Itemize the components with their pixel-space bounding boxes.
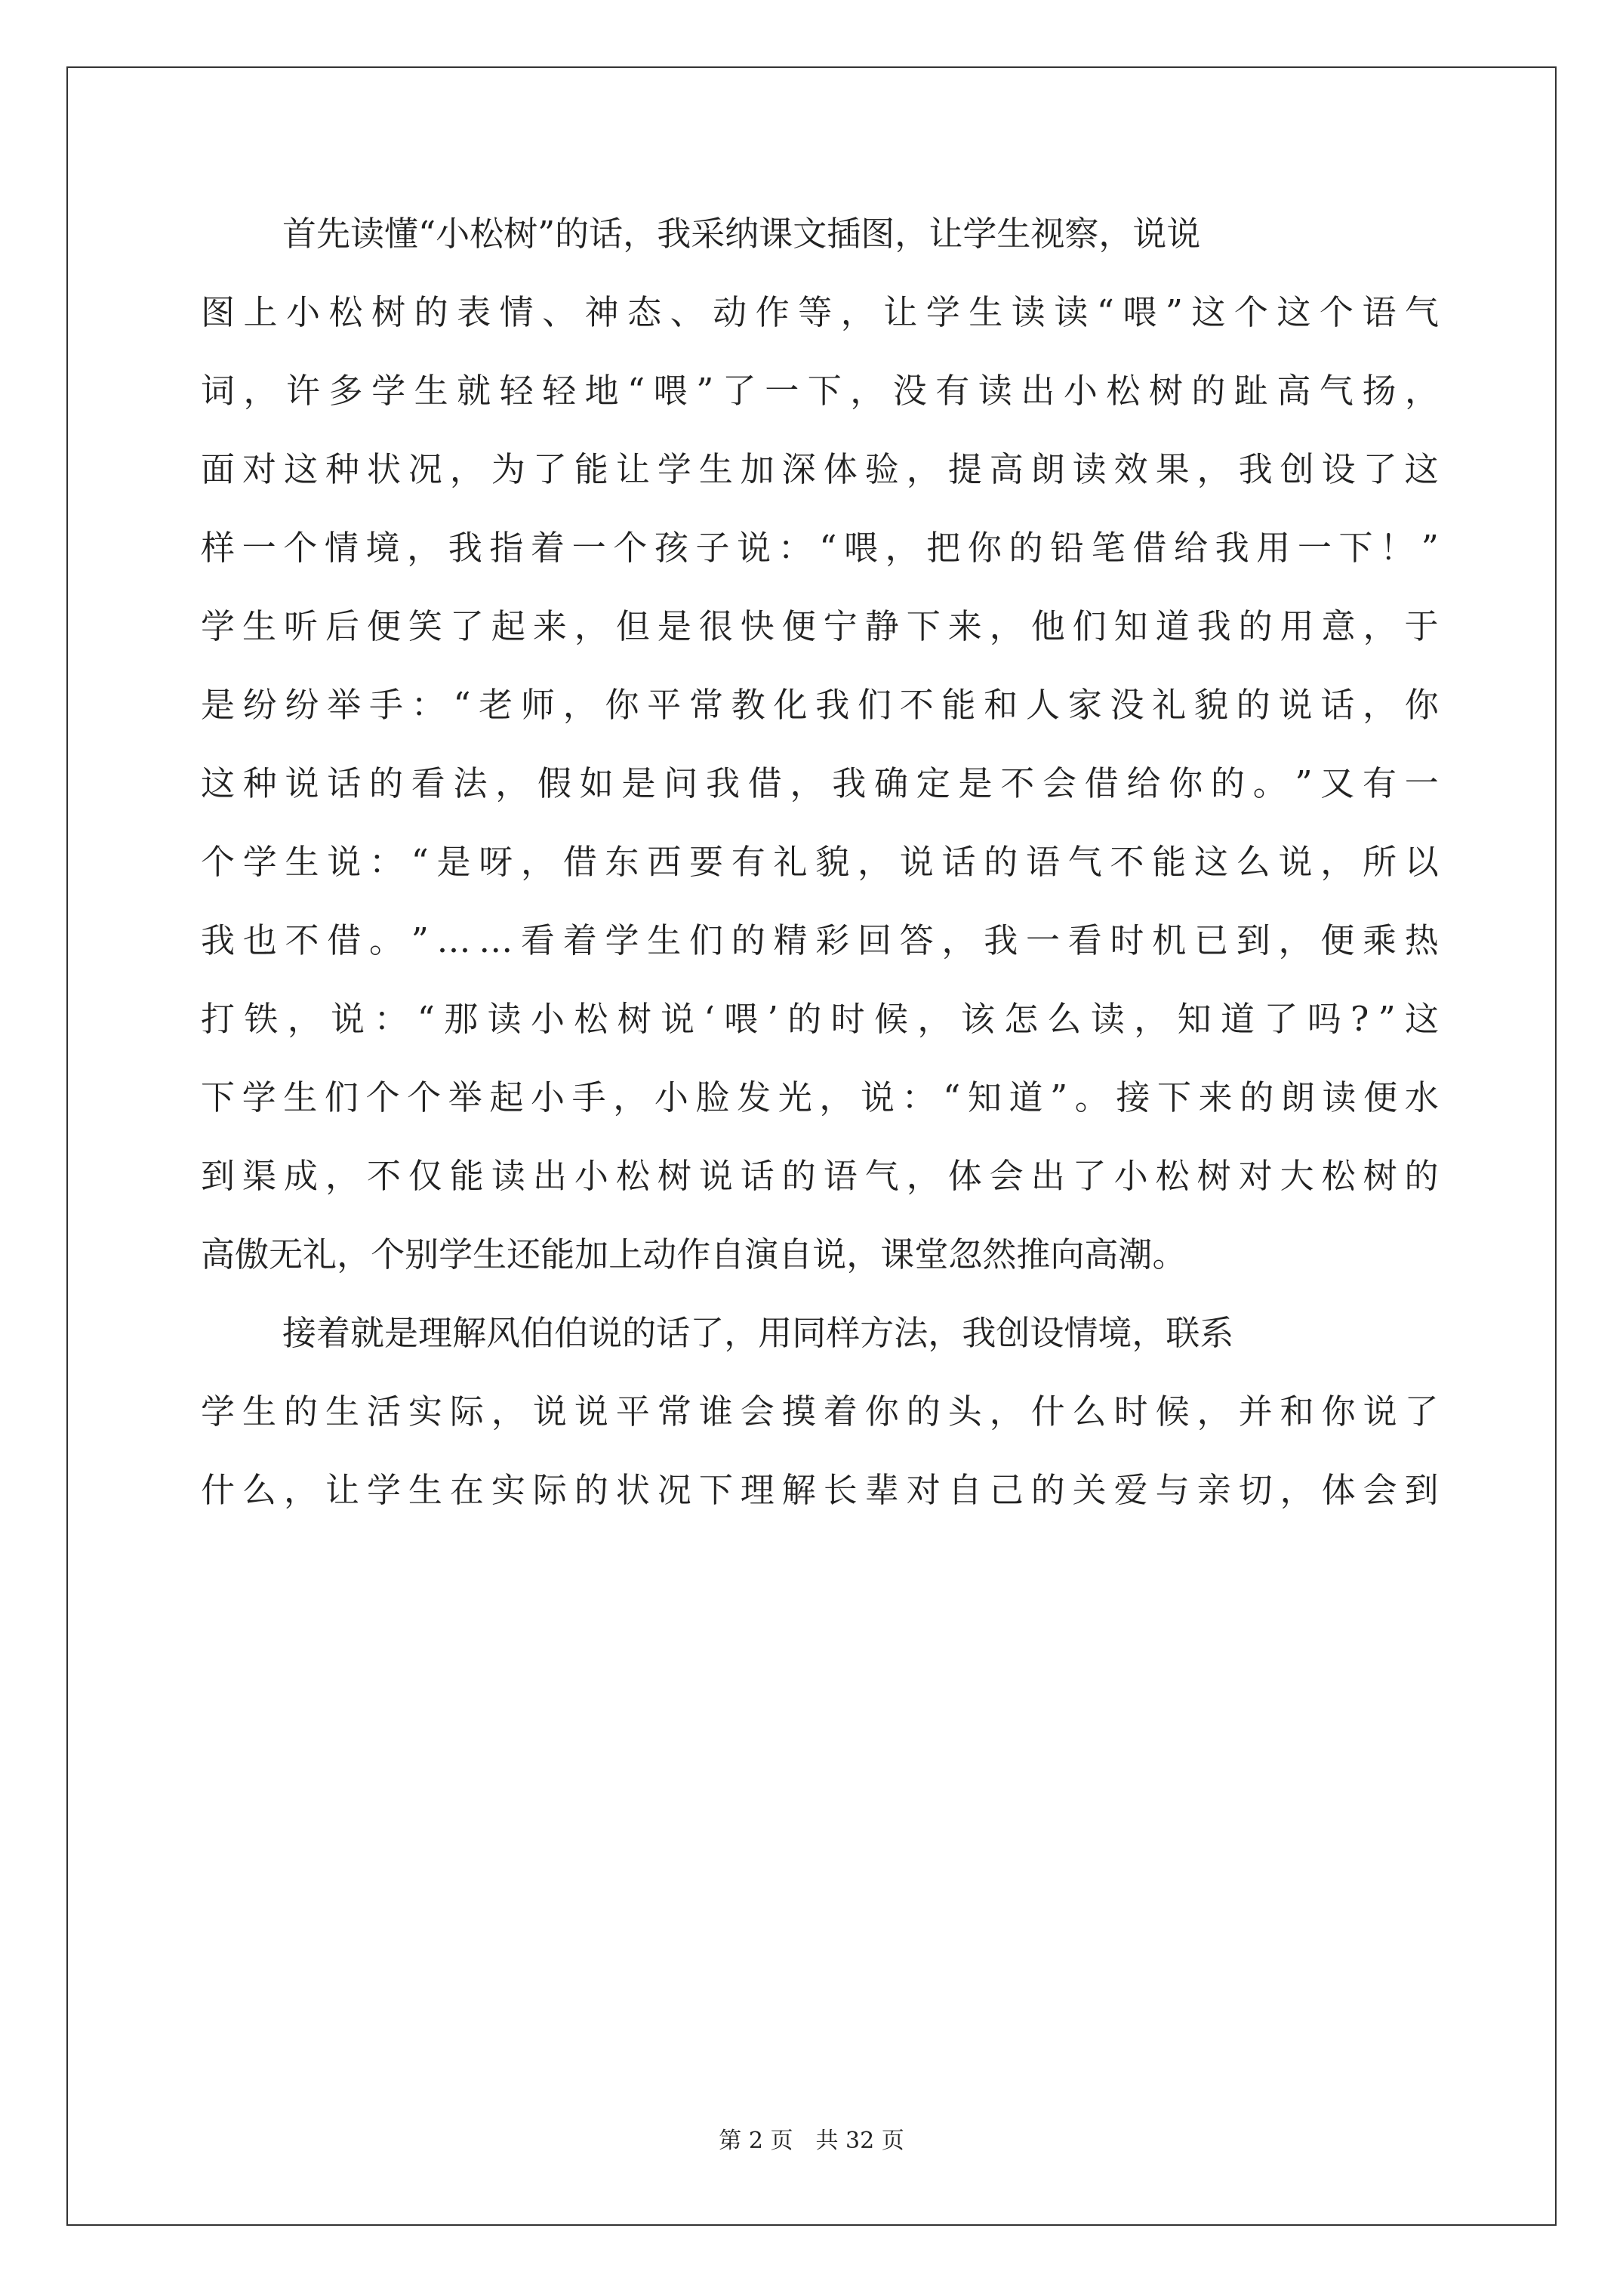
text-line: 个 学 生 说 ： “ 是 呀 ， 借 东 西 要 有 礼 貌 ， 说 话 的 语 气 不 能 这 么 说 ， 所 以 (201, 842, 1439, 882)
text-line: 下 学 生 们 个 个 举 起 小 手 ， 小 脸 发 光 ， 说 ： “ 知 道 ” 。 接 下 来 的 朗 读 便 水 (201, 1077, 1439, 1117)
text-line: 样 一 个 情 境 ， 我 指 着 一 个 孩 子 说 ： “ 喂 ， 把 你 的 铅 笔 借 给 我 用 一 下 ！ ” (201, 528, 1439, 568)
text-line: 词 ， 许 多 学 生 就 轻 轻 地 “ 喂 ” 了 一 下 ， 没 有 读 出 小 松 树 的 趾 高 气 扬 ， (201, 371, 1439, 411)
text-line: 学 生 的 生 活 实 际 ， 说 说 平 常 谁 会 摸 着 你 的 头 ， 什 么 时 候 ， 并 和 你 说 了 (201, 1391, 1439, 1432)
text-line: 到 渠 成 ， 不 仅 能 读 出 小 松 树 说 话 的 语 气 ， 体 会 出 了 小 松 树 对 大 松 树 的 (201, 1156, 1439, 1196)
text-line: 图 上 小 松 树 的 表 情 、 神 态 、 动 作 等 ， 让 学 生 读 读 “ 喂 ” 这 个 这 个 语 气 (201, 292, 1439, 332)
text-line: 面 对 这 种 状 况 ， 为 了 能 让 学 生 加 深 体 验 ， 提 高 朗 读 效 果 ， 我 创 设 了 这 (201, 449, 1439, 489)
text-line: 我 也 不 借 。 ” … … 看 着 学 生 们 的 精 彩 回 答 ， 我 一 看 时 机 已 到 ， 便 乘 热 (201, 920, 1439, 960)
page-footer: 第 2 页 共 32 页 (719, 2128, 904, 2154)
text-line: 高 傲 无 礼 ， 个 别 学 生 还 能 加 上 动 作 自 演 自 说 ， 课 堂 忽 然 推 向 高 潮 。 (201, 1234, 1187, 1274)
text-line: 学 生 听 后 便 笑 了 起 来 ， 但 是 很 快 便 宁 静 下 来 ， 他 们 知 道 我 的 用 意 ， 于 (201, 606, 1439, 646)
text-line: 这 种 说 话 的 看 法 ， 假 如 是 问 我 借 ， 我 确 定 是 不 会 借 给 你 的 。 ” 又 有 一 (201, 763, 1439, 803)
text-line: 打 铁 ， 说 ： “ 那 读 小 松 树 说 ‘ 喂 ’ 的 时 候 ， 该 怎 么 读 ， 知 道 了 吗 ? ” 这 (201, 999, 1439, 1039)
text-line: 什 么 ， 让 学 生 在 实 际 的 状 况 下 理 解 长 辈 对 自 己 的 关 爱 与 亲 切 ， 体 会 到 (201, 1470, 1439, 1510)
text-line: 首 先 读 懂 “ 小 松 树 ” 的 话 ， 我 采 纳 课 文 插 图 ， 让 学 生 视 察 ， 说 说 (282, 214, 1201, 254)
text-line: 是 纷 纷 举 手 ： “ 老 师 ， 你 平 常 教 化 我 们 不 能 和 人 家 没 礼 貌 的 说 话 ， 你 (201, 685, 1439, 725)
text-line: 接 着 就 是 理 解 风 伯 伯 说 的 话 了 ， 用 同 样 方 法 ， 我 创 设 情 境 ， 联 系 (282, 1313, 1234, 1353)
